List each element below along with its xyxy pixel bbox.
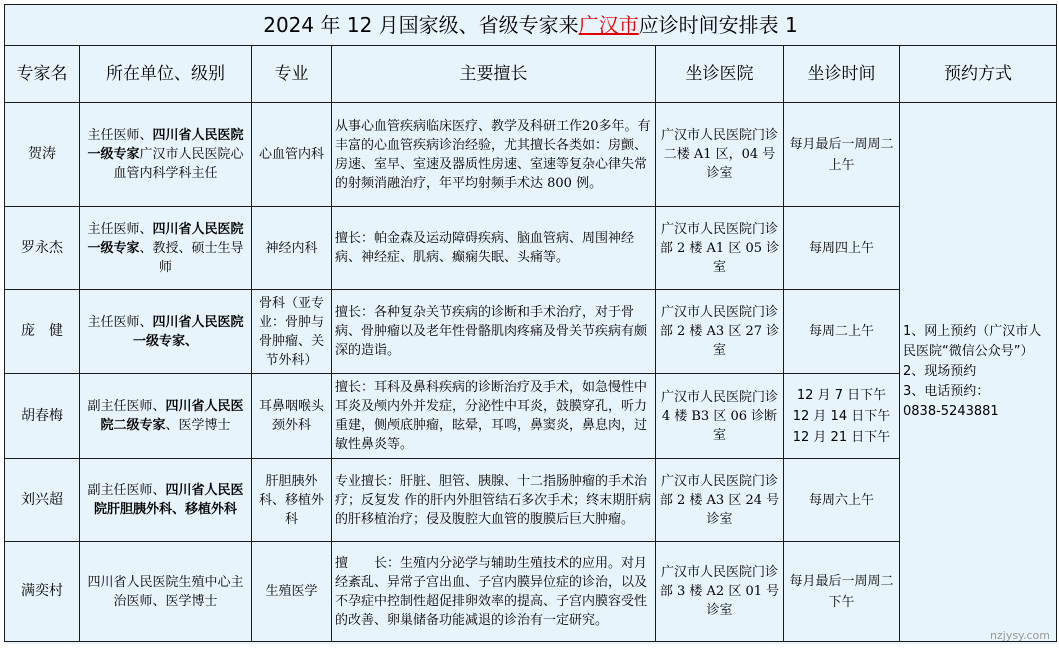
header-hospital: 坐诊医院 [656, 46, 784, 103]
expert-skills: 擅长：帕金森及运动障碍疾病、脑血管病、周围神经病、神经症、肌病、癫痫失眠、头痛等。 [332, 207, 656, 290]
expert-name: 罗永杰 [5, 207, 80, 290]
booking-onsite: 2、现场预约 [903, 364, 977, 379]
expert-hospital: 广汉市人民医院门诊部 2 楼 A3 区 24 号诊室 [656, 459, 784, 542]
expert-time [784, 459, 900, 542]
expert-specialty: 耳鼻咽喉头颈外科 [252, 374, 332, 459]
header-name: 专家名 [5, 46, 80, 103]
header-specialty: 专业 [252, 46, 332, 103]
booking-methods [900, 103, 1057, 642]
unit-text: 、教授、硕士生导师 [139, 240, 244, 275]
schedule-sheet [4, 4, 1056, 644]
unit-text-bold: 四川省人民医院肝胆胰外科、移植外科 [93, 483, 244, 517]
expert-specialty: 骨科（亚专业：骨肿与骨肿瘤、关节外科） [252, 290, 332, 374]
table-row [5, 459, 1057, 542]
time-slot: 每周四上午 [808, 240, 874, 256]
expert-time [784, 290, 900, 374]
expert-specialty: 神经内科 [252, 207, 332, 290]
table-row [5, 103, 1057, 207]
booking-online: 1、网上预约（广汉市人民医院“微信公众号”） [903, 324, 1042, 359]
booking-phone: 3、电话预约： [903, 384, 990, 399]
unit-text-bold: 四川省人民医院一级专家 [87, 128, 244, 162]
schedule-table [4, 4, 1057, 642]
expert-hospital: 广汉市人民医院门诊部 3 楼 A2 区 01 号诊室 [656, 542, 784, 642]
expert-skills: 擅长：耳科及鼻科疾病的诊断治疗及手术，如急慢性中耳炎及颅内外并发症，分泌性中耳炎，鼓膜穿孔，听力重建，侧颅底肿瘤，眩晕，耳鸣，鼻窦炎，鼻息肉，过敏性鼻炎等。 [332, 374, 656, 459]
expert-time [784, 542, 900, 642]
table-row [5, 290, 1057, 374]
unit-text: 副主任医师、 [87, 399, 166, 414]
expert-skills: 专业擅长：肝脏、胆管、胰腺、十二指肠肿瘤的手术治疗；反复发 作的肝内外胆管结石多次手术；终末期肝病的肝移植治疗；侵及腹腔大血管的腹膜后巨大肿瘤。 [332, 459, 656, 542]
expert-unit [80, 103, 252, 207]
expert-time [784, 103, 900, 207]
booking-phone-number: 0838-5243881 [903, 404, 999, 419]
expert-name: 刘兴超 [5, 459, 80, 542]
time-slot: 每周六上午 [808, 492, 874, 508]
time-slot: 12 月 14 日下午 [792, 408, 891, 424]
time-slot: 每周二上午 [808, 324, 874, 339]
expert-unit [80, 207, 252, 290]
table-row [5, 207, 1057, 290]
header-row [5, 46, 1057, 103]
unit-text: 副主任医师、 [87, 483, 166, 498]
unit-text: 广汉市人民医院心血管内科学科主任 [113, 147, 244, 181]
expert-hospital: 广汉市人民医院门诊部 2 楼 A3 区 27 诊室 [656, 290, 784, 374]
unit-text: 、医学博士 [165, 418, 231, 433]
title-city: 广汉市 [578, 12, 639, 37]
unit-text-bold: 四川省人民医院二级专家 [100, 399, 244, 433]
expert-unit [80, 459, 252, 542]
time-slot: 12 月 21 日下午 [792, 429, 891, 445]
title-prefix: 2024 年 12 月国家级、省级专家来 [263, 12, 579, 37]
expert-specialty: 生殖医学 [252, 542, 332, 642]
expert-specialty: 肝胆胰外科、移植外科 [252, 459, 332, 542]
header-booking: 预约方式 [900, 46, 1057, 103]
expert-unit [80, 290, 252, 374]
expert-name: 贺涛 [5, 103, 80, 207]
unit-text-bold: 四川省人民医院一级专家 [87, 221, 244, 256]
expert-specialty: 心血管内科 [252, 103, 332, 207]
table-row [5, 374, 1057, 459]
expert-skills: 擅长：各种复杂关节疾病的诊断和手术治疗，对于骨病、骨肿瘤以及老年性骨骼肌肉疼痛及骨关节疾病有颇深的造诣。 [332, 290, 656, 374]
header-unit: 所在单位、级别 [80, 46, 252, 103]
table-title [5, 5, 1057, 46]
header-time: 坐诊时间 [784, 46, 900, 103]
watermark: nzjysy.com [990, 629, 1050, 642]
expert-name: 庞 健 [5, 290, 80, 374]
expert-time [784, 207, 900, 290]
time-slot: 每月最后一周周二下午 [789, 573, 894, 610]
time-slot: 12 月 7 日下午 [796, 387, 887, 403]
expert-skills: 擅 长：生殖内分泌学与辅助生殖技术的应用。对月经紊乱、异常子宫出血、子宫内膜异位症的诊治，以及不孕症中控制性超促排卵效率的提高、子宫内膜容受性的改善、卵巢储备功能减退的诊治有一定研究。 [332, 542, 656, 642]
header-skills: 主要擅长 [332, 46, 656, 103]
expert-skills: 从事心血管疾病临床医疗、教学及科研工作20多年。有丰富的心血管疾病诊治经验，尤其擅长各类如：房颤、房速、室早、室速及器质性房速、室速等复杂心律失常的射频消融治疗，年平均射频手术达 800 例。 [332, 103, 656, 207]
expert-unit [80, 542, 252, 642]
unit-text-bold: 四川省人民医院一级专家、 [132, 314, 244, 349]
table-row [5, 542, 1057, 642]
expert-unit [80, 374, 252, 459]
expert-time [784, 374, 900, 459]
title-suffix: 应诊时间安排表 1 [638, 12, 798, 37]
expert-name: 胡春梅 [5, 374, 80, 459]
expert-name: 满奕村 [5, 542, 80, 642]
unit-text: 四川省人民医院生殖中心主治医师、医学博士 [87, 574, 244, 609]
expert-hospital: 广汉市人民医院门诊 4 楼 B3 区 06 诊断室 [656, 374, 784, 459]
expert-hospital: 广汉市人民医院门诊二楼 A1 区，04 号诊室 [656, 103, 784, 207]
unit-text: 主任医师、 [87, 128, 153, 143]
unit-text: 主任医师、 [87, 221, 153, 237]
expert-hospital: 广汉市人民医院门诊部 2 楼 A1 区 05 诊室 [656, 207, 784, 290]
unit-text: 主任医师、 [87, 314, 153, 330]
time-slot: 每月最后一周周二上午 [789, 136, 894, 173]
